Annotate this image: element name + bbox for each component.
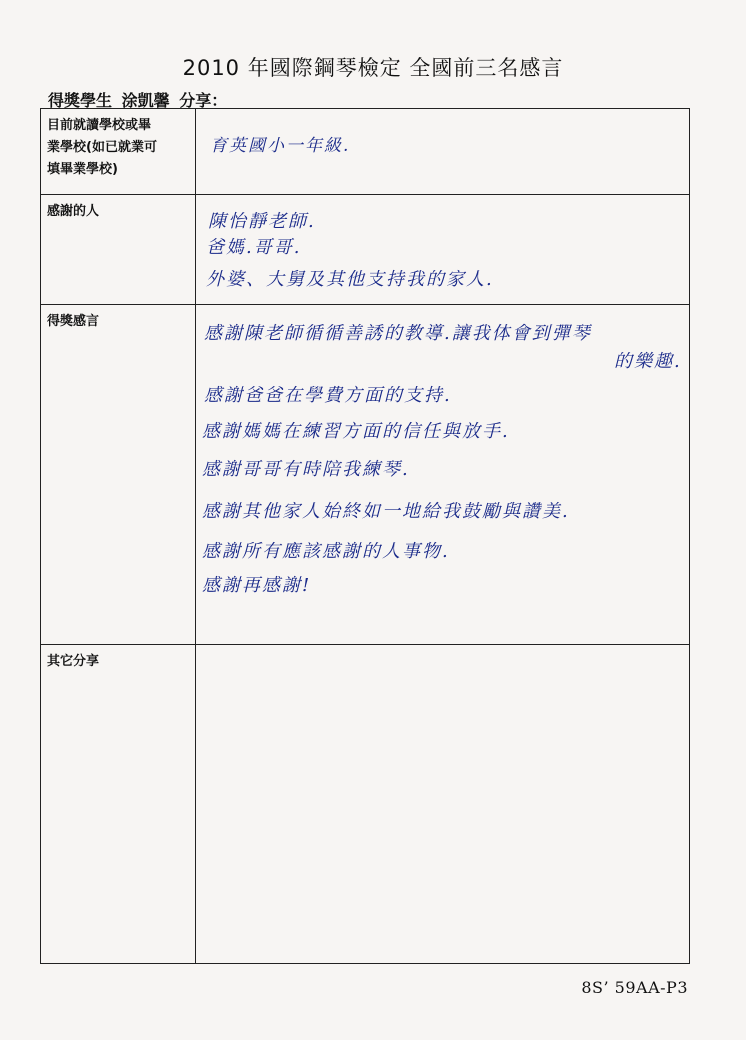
speech-line: 的樂趣. (614, 351, 682, 372)
speech-line: 感謝陳老師循循善誘的教導.讓我体會到彈琴 (204, 323, 592, 344)
speech-line: 感謝哥哥有時陪我練琴. (202, 459, 410, 480)
other-value-cell (196, 645, 689, 963)
school-label-line: 填畢業學校) (47, 162, 118, 177)
form-code: 8S’ 59AA-P3 (581, 978, 688, 997)
row-speech (41, 305, 689, 645)
school-label-cell (41, 109, 196, 194)
other-label: 其它分享 (47, 654, 100, 669)
speech-line: 感謝媽媽在練習方面的信任與放手. (202, 421, 510, 442)
thanks-to-line: 爸媽.哥哥. (206, 237, 302, 258)
row-other (41, 645, 689, 963)
row-thanks-to (41, 195, 689, 305)
school-value: 育英國小一年級. (210, 136, 351, 156)
speech-line: 感謝其他家人始終如一地給我鼓勵與讚美. (202, 501, 570, 522)
thanks-to-line: 外婆、大舅及其他支持我的家人. (206, 269, 494, 290)
form-table (40, 108, 690, 964)
thanks-to-value-cell (196, 195, 689, 304)
thanks-to-line: 陳怡靜老師. (208, 211, 316, 232)
speech-value-cell (196, 305, 689, 644)
speech-line: 感謝爸爸在學費方面的支持. (204, 385, 452, 406)
school-label-line: 業學校(如已就業可 (47, 140, 157, 155)
student-name: 涂凱馨 (121, 91, 170, 110)
thanks-to-label-cell (41, 195, 196, 304)
speech-label: 得獎感言 (47, 314, 100, 329)
other-label-cell (41, 645, 196, 963)
document-title: 2010 年國際鋼琴檢定 全國前三名感言 (182, 56, 564, 80)
speech-line: 感謝所有應該感謝的人事物. (202, 541, 450, 562)
row-school (41, 109, 689, 195)
student-label: 得獎學生 (48, 91, 113, 110)
school-label-line: 目前就讀學校或畢 (47, 118, 152, 133)
share-label: 分享： (179, 91, 228, 110)
speech-label-cell (41, 305, 196, 644)
thanks-to-label: 感謝的人 (47, 204, 100, 219)
speech-line: 感謝再感謝! (202, 575, 312, 596)
school-value-cell (196, 109, 689, 194)
